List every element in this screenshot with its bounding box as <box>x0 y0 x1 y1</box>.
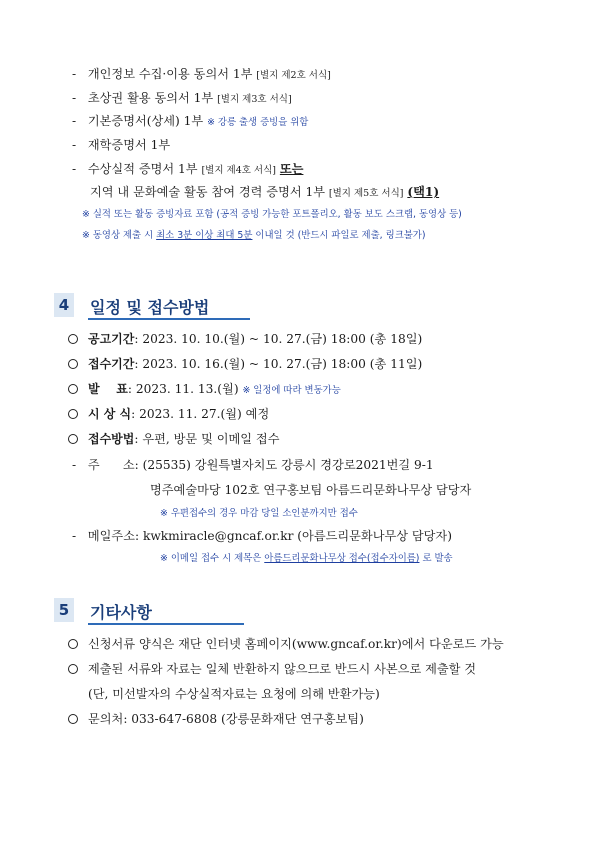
section-number: 4 <box>54 293 74 317</box>
email-line: - 메일주소: kwkmiracle@gncaf.or.kr (아름드리문화나무상 담당자) <box>72 529 452 543</box>
schedule-item: 공고기간: 2023. 10. 10.(월) ~ 10. 27.(금) 18:00 (총 18일) <box>68 331 422 347</box>
misc-item: 신청서류 양식은 재단 인터넷 홈페이지(www.gncaf.or.kr)에서 다운로드 가능 <box>68 636 504 652</box>
note-post: ※ 우편접수의 경우 마감 당일 소인분까지만 접수 <box>160 508 358 519</box>
list-item-continued: 지역 내 문화예술 활동 참여 경력 증명서 1부 [별지 제5호 서식] (택1) <box>90 185 440 199</box>
list-item: - 수상실적 증명서 1부 [별지 제4호 서식] 또는 <box>72 162 304 176</box>
schedule-item: 접수기간: 2023. 10. 16.(월) ~ 10. 27.(금) 18:00 (총 11일) <box>68 356 422 372</box>
circle-bullet-icon <box>68 359 78 369</box>
address-line-2: 명주예술마당 102호 연구홍보팀 아름드리문화나무상 담당자 <box>150 483 472 497</box>
circle-bullet-icon <box>68 664 78 674</box>
section-header-4 <box>54 293 254 319</box>
note-email: ※ 이메일 접수 시 제목은 아름드리문화나무상 접수(접수자이름) 로 발송 <box>160 553 453 564</box>
note-evidence: ※ 실적 또는 활동 증빙자료 포함 (공적 증빙 가능한 포트폴리오, 활동 보도 스크랩, 동영상 등) <box>82 209 462 220</box>
section-title: 기타사항 <box>90 603 152 622</box>
circle-bullet-icon <box>68 334 78 344</box>
address-line: - 주 소: (25535) 강원특별자치도 강릉시 경강로2021번길 9-1 <box>72 458 434 472</box>
schedule-item: 시 상 식: 2023. 11. 27.(월) 예정 <box>68 406 269 422</box>
section-number: 5 <box>54 598 74 622</box>
section-underline <box>88 623 244 625</box>
list-item: - 재학증명서 1부 <box>72 138 171 152</box>
circle-bullet-icon <box>68 714 78 724</box>
note-video: ※ 동영상 제출 시 최소 3분 이상 최대 5분 이내일 것 (반드시 파일로 제출, 링크불가) <box>82 230 426 241</box>
section-header-5 <box>54 598 254 624</box>
section-underline <box>88 318 250 320</box>
section-title: 일정 및 접수방법 <box>90 298 210 317</box>
schedule-item: 발 표: 2023. 11. 13.(월) ※ 일정에 따라 변동가능 <box>68 381 341 399</box>
circle-bullet-icon <box>68 434 78 444</box>
circle-bullet-icon <box>68 409 78 419</box>
list-item: - 기본증명서(상세) 1부 ※ 강릉 출생 증빙을 위함 <box>72 114 309 128</box>
misc-item: 문의처: 033-647-6808 (강릉문화재단 연구홍보팀) <box>68 711 364 727</box>
list-item: - 개인정보 수집·이용 동의서 1부 [별지 제2호 서식] <box>72 67 331 81</box>
circle-bullet-icon <box>68 384 78 394</box>
list-item: - 초상권 활용 동의서 1부 [별지 제3호 서식] <box>72 91 292 105</box>
misc-item-continued: (단, 미선발자의 수상실적자료는 요청에 의해 반환가능) <box>88 687 380 701</box>
circle-bullet-icon <box>68 639 78 649</box>
misc-item: 제출된 서류와 자료는 일체 반환하지 않으므로 반드시 사본으로 제출할 것 <box>68 661 476 677</box>
schedule-item: 접수방법: 우편, 방문 및 이메일 접수 <box>68 431 279 447</box>
